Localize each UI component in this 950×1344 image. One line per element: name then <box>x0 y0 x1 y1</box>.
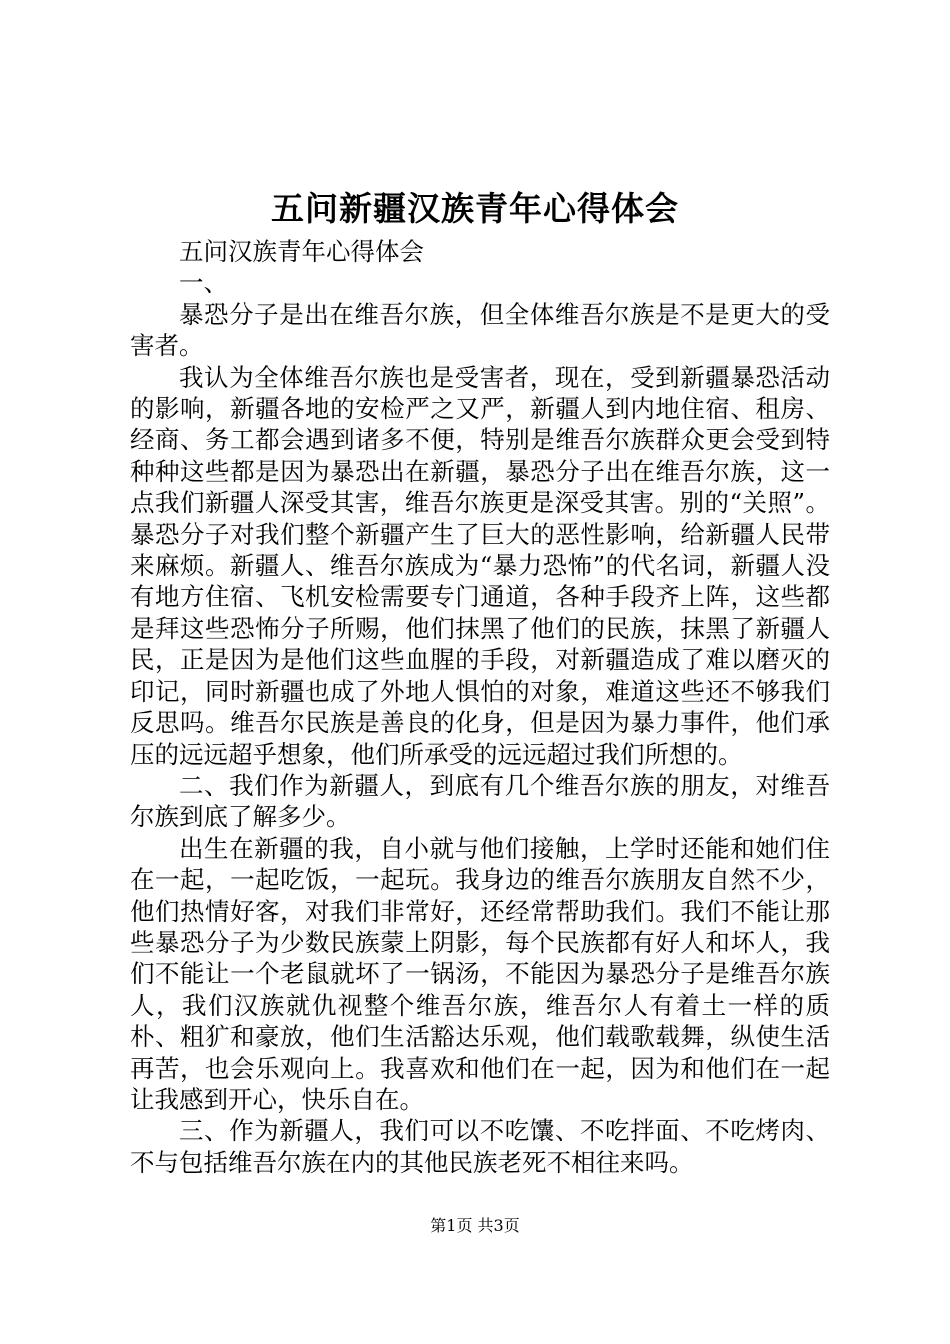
paragraph-answer-two: 出生在新疆的我，自小就与他们接触，上学时还能和她们住在一起，一起吃饭，一起玩。我身边的维吾尔族朋友自然不少，他们热情好客，对我们非常好，还经常帮助我们。我们不能让那些暴恐分子为少数民族蒙上阴影，每个民族都有好人和坏人，我们不能让一个老鼠就坏了一锅汤，不能因为暴恐分子是维吾尔族人，我们汉族就仇视整个维吾尔族，维吾尔人有着土一样的质朴、粗犷和豪放，他们生活豁达乐观，他们载歌载舞，纵使生活再苦，也会乐观向上。我喜欢和他们在一起，因为和他们在一起让我感到开心，快乐自在。 <box>130 833 830 1114</box>
paragraph-answer-one: 我认为全体维吾尔族也是受害者，现在，受到新疆暴恐活动的影响，新疆各地的安检严之又严，新疆人到内地住宿、租房、经商、务工都会遇到诸多不便，特别是维吾尔族群众更会受到特种种这些都是因为暴恐出在新疆，暴恐分子出在维吾尔族，这一点我们新疆人深受其害，维吾尔族更是深受其害。别的“关照”。暴恐分子对我们整个新疆产生了巨大的恶性影响，给新疆人民带来麻烦。新疆人、维吾尔族成为“暴力恐怖”的代名词，新疆人没有地方住宿、飞机安检需要专门通道，各种手段齐上阵，这些都是拜这些恐怖分子所赐，他们抹黑了他们的民族，抹黑了新疆人民，正是因为是他们这些血腥的手段，对新疆造成了难以磨灭的印记，同时新疆也成了外地人惧怕的对象，难道这些还不够我们反思吗。维吾尔民族是善良的化身，但是因为暴力事件，他们承压的远远超乎想象，他们所承受的远远超过我们所想的。 <box>130 362 830 769</box>
paragraph-subtitle: 五问汉族青年心得体会 <box>179 237 424 266</box>
paragraph-question-one: 暴恐分子是出在维吾尔族，但全体维吾尔族是不是更大的受害者。 <box>130 299 830 361</box>
page-footer: 第1页 共3页 <box>430 1216 520 1235</box>
paragraph-question-two: 二、我们作为新疆人，到底有几个维吾尔族的朋友，对维吾尔族到底了解多少。 <box>130 770 830 832</box>
paragraph-section-one-heading: 一、 <box>179 268 228 298</box>
document-body <box>130 236 830 1178</box>
document-title: 五问新疆汉族青年心得体会 <box>271 189 679 228</box>
paragraph-question-three: 三、作为新疆人，我们可以不吃馕、不吃拌面、不吃烤肉、不与包括维吾尔族在内的其他民族老死不相往来吗。 <box>130 1116 830 1177</box>
